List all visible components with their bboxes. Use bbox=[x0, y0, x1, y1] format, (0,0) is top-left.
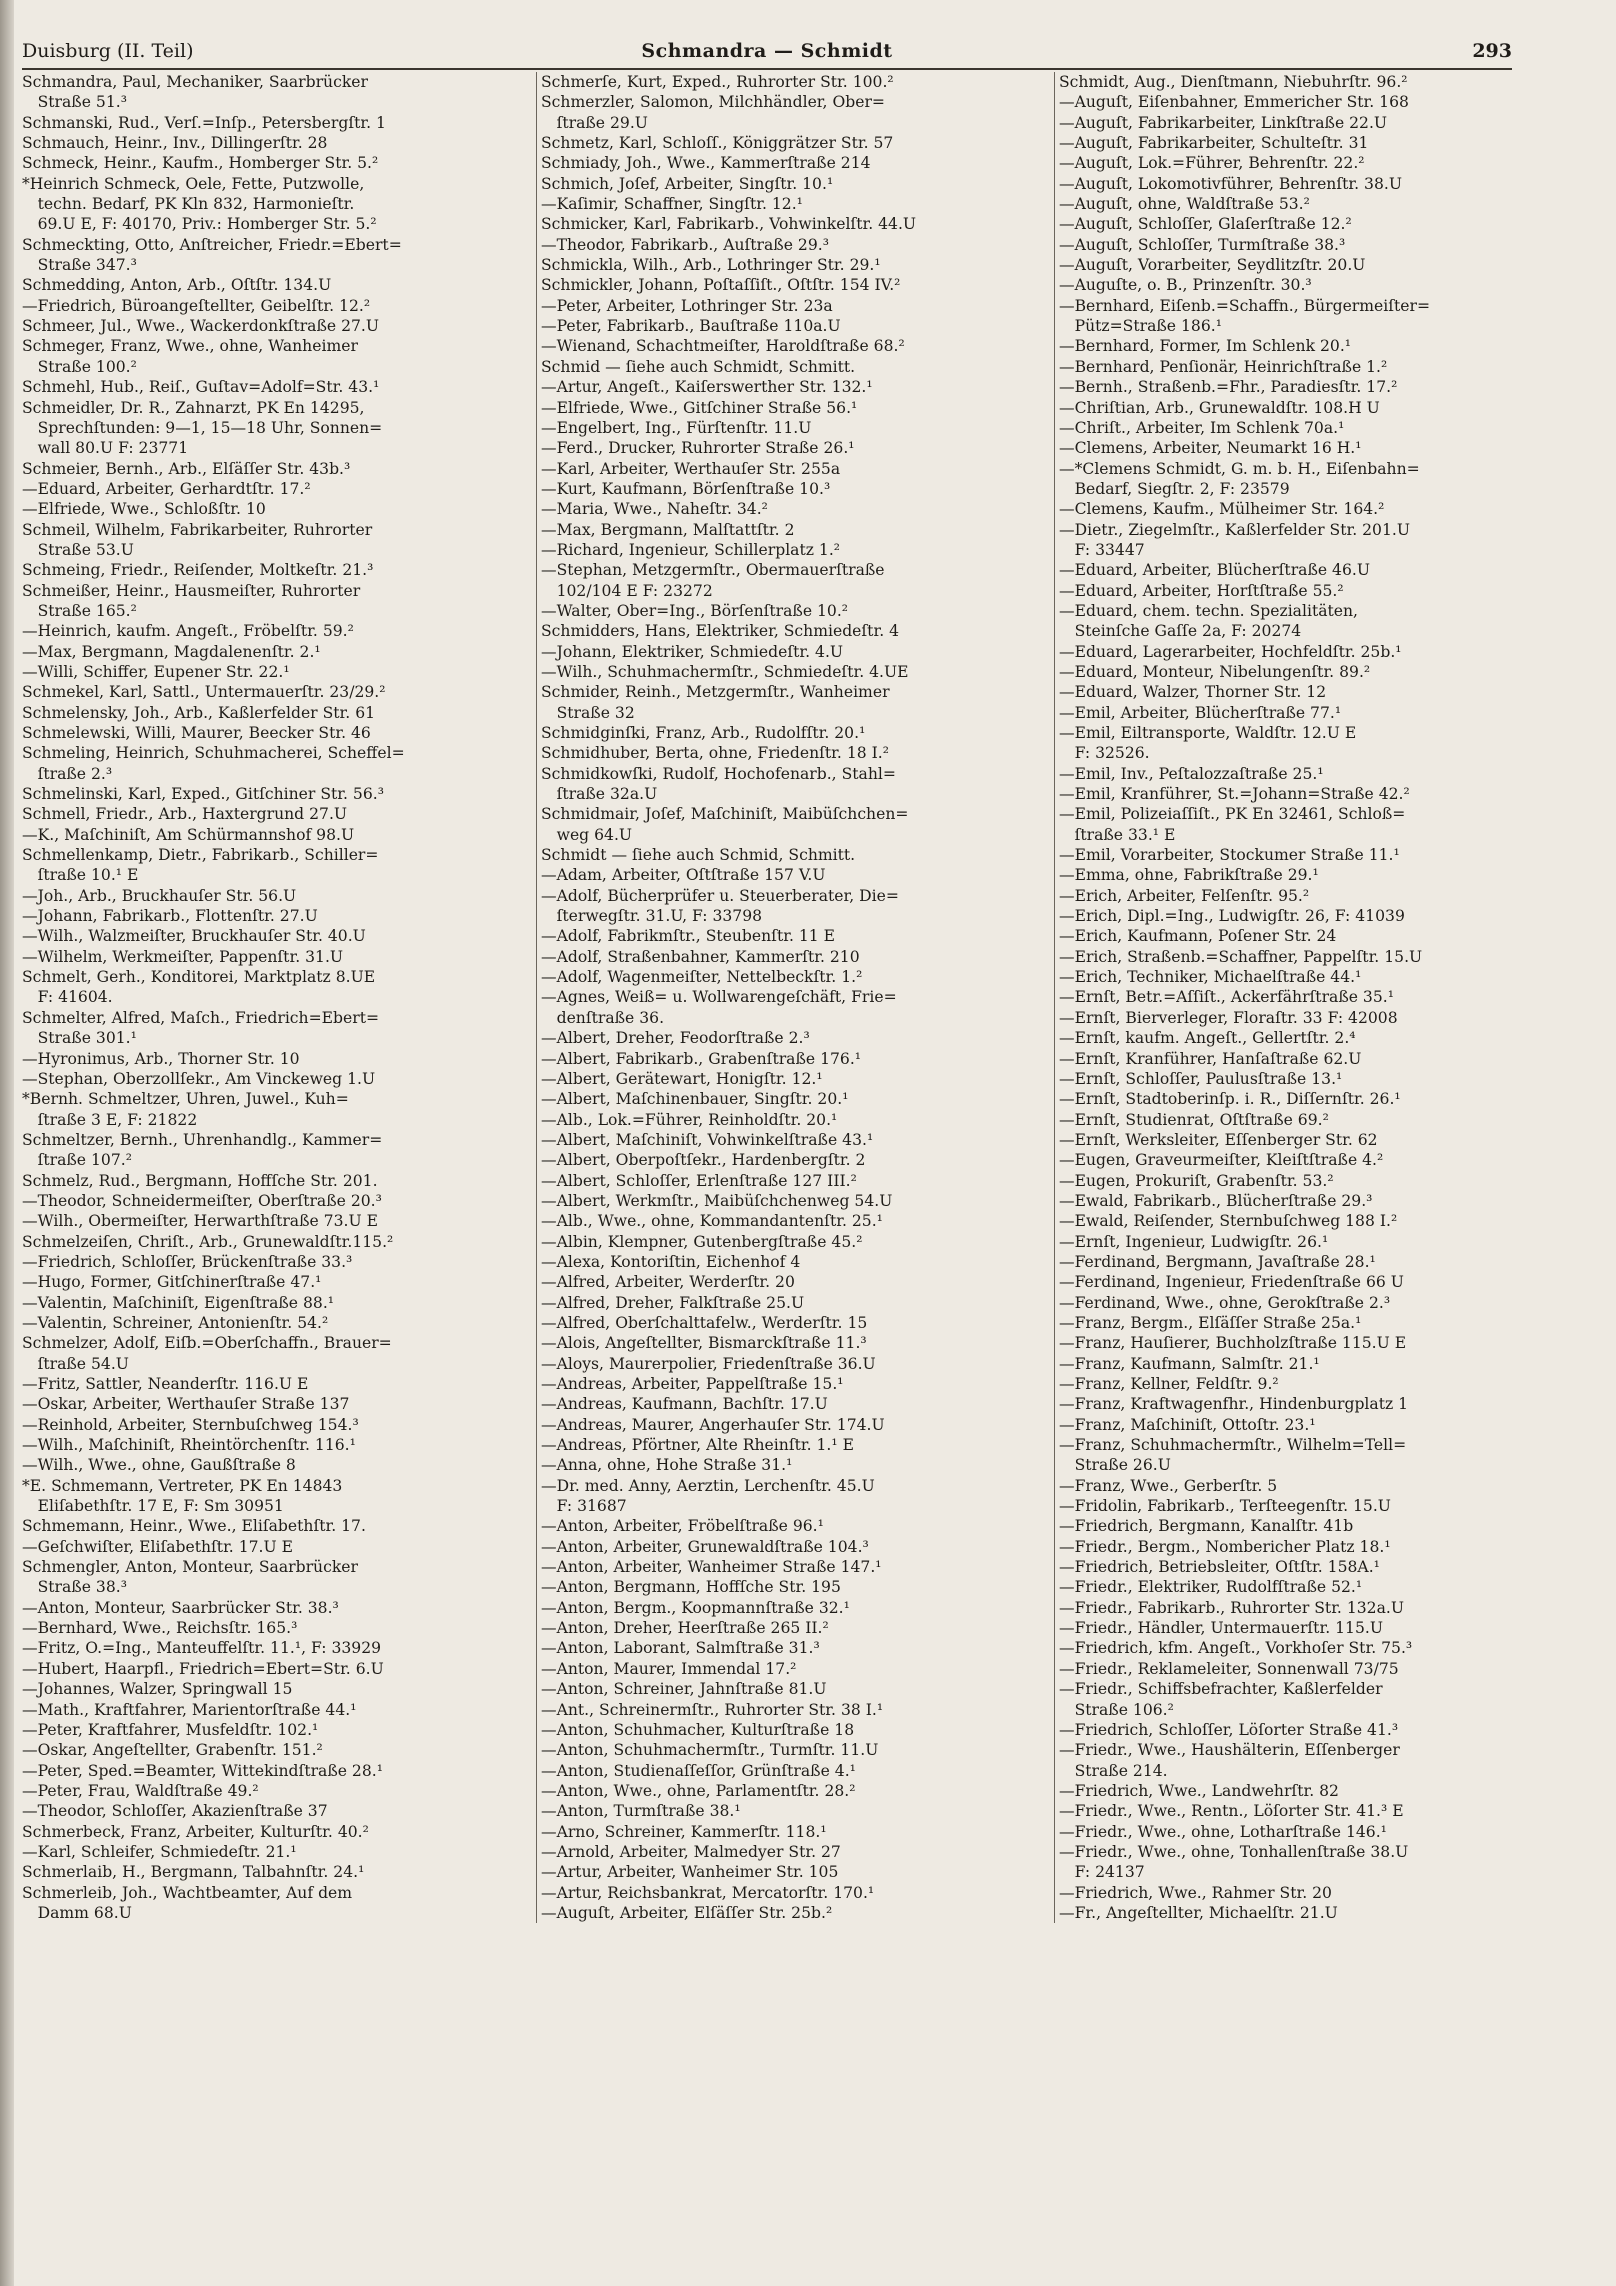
entry-line: Schmidginſki, Franz, Arb., Rudolfſtr. 20.¹ bbox=[541, 724, 866, 742]
entry-line: —Theodor, Fabrikarb., Auſtraße 29.³ bbox=[541, 235, 829, 254]
entry-line: —Friedrich, Schloſſer, Brückenſtraße 33.³ bbox=[22, 1252, 353, 1271]
entry-line: 102/104 E F: 23272 bbox=[541, 581, 713, 600]
entry-line: —Albert, Maſchiniſt, Vohwinkelſtraße 43.¹ bbox=[541, 1130, 874, 1149]
entry-line: Schmeltzer, Bernh., Uhrenhandlg., Kammer= bbox=[22, 1130, 383, 1149]
entry-line: Straße 301.¹ bbox=[22, 1029, 137, 1048]
entry-line: —Anna, ohne, Hohe Straße 31.¹ bbox=[541, 1456, 793, 1475]
entry-line: Schmelinski, Karl, Exped., Gitſchiner Str. 56.³ bbox=[22, 785, 384, 804]
column-1 bbox=[22, 72, 538, 1923]
entry-line: —Friedr., Wwe., ohne, Tonhallenſtraße 38.U bbox=[1059, 1842, 1409, 1861]
entry-line: —Albert, Fabrikarb., Grabenſtraße 176.¹ bbox=[541, 1049, 862, 1068]
entry-line: —Friedrich, kfm. Angeſt., Vorkhoſer Str. 75.³ bbox=[1059, 1639, 1413, 1658]
entry-line: Damm 68.U bbox=[22, 1903, 132, 1922]
entry-line: —Hugo, Former, Gitſchinerſtraße 47.¹ bbox=[22, 1273, 322, 1292]
entry-line: —Adolf, Bücherprüfer u. Steuerberater, Die= bbox=[541, 886, 899, 905]
binding-edge bbox=[0, 0, 14, 2286]
entry-line: —Karl, Arbeiter, Werthauſer Str. 255a bbox=[541, 459, 841, 478]
entry-line: —Chriſtian, Arb., Grunewaldſtr. 108.H U bbox=[1059, 398, 1380, 417]
entry-line: —Willi, Schiffer, Eupener Str. 22.¹ bbox=[22, 662, 290, 681]
entry-line: —Fridolin, Fabrikarb., Terſteegenſtr. 15.U bbox=[1059, 1497, 1391, 1516]
entry-line: —Anton, Studienaſſeſſor, Grünſtraße 4.¹ bbox=[541, 1761, 856, 1780]
entry-line: —Anton, Schreiner, Jahnſtraße 81.U bbox=[541, 1680, 827, 1699]
entry-line: —Auguſt, ohne, Waldſtraße 53.² bbox=[1059, 195, 1310, 214]
entry-line: —Ferd., Drucker, Ruhrorter Straße 26.¹ bbox=[541, 439, 855, 458]
entry-line: —Fritz, O.=Ing., Manteuffelſtr. 11.¹, F: 33929 bbox=[22, 1639, 382, 1658]
entry-line: —Artur, Reichsbankrat, Mercatorſtr. 170.¹ bbox=[541, 1883, 875, 1902]
entry-line: Straße 51.³ bbox=[22, 93, 127, 112]
entry-line: —Kurt, Kaufmann, Börſenſtraße 10.³ bbox=[541, 479, 831, 498]
entry-line: —Emil, Polizeiaſſiſt., PK En 32461, Schloß= bbox=[1059, 805, 1406, 824]
entry-line: —Peter, Arbeiter, Lothringer Str. 23a bbox=[541, 296, 833, 315]
entry-line: ſtraße 3 E, F: 21822 bbox=[22, 1110, 198, 1129]
entry-line: weg 64.U bbox=[541, 825, 633, 844]
entry-line: Schmelzeiſen, Chriſt., Arb., Grunewaldſtr.115.² bbox=[22, 1232, 394, 1251]
entry-line: —Anton, Schuhmacher, Kulturſtraße 18 bbox=[541, 1720, 855, 1739]
entry-line: —Maria, Wwe., Naheſtr. 34.² bbox=[541, 500, 768, 519]
entry-line: Schmengler, Anton, Monteur, Saarbrücker bbox=[22, 1558, 358, 1577]
entry-line: Schmelz, Rud., Bergmann, Hoffſche Str. 201. bbox=[22, 1171, 378, 1190]
entry-line: —Ernſt, Betr.=Aſſiſt., Ackerfährſtraße 35.¹ bbox=[1059, 988, 1394, 1007]
entry-line: —Richard, Ingenieur, Schillerplatz 1.² bbox=[541, 540, 841, 559]
entry-line: —Friedr., Händler, Untermauerſtr. 115.U bbox=[1059, 1619, 1383, 1638]
entry-line: —Friedr., Wwe., Haushälterin, Eſſenberger bbox=[1059, 1741, 1400, 1760]
entry-line: —Fr., Angeſtellter, Michaelſtr. 21.U bbox=[1059, 1903, 1338, 1922]
entry-line: —Albert, Werkmſtr., Maibüſchchenweg 54.U bbox=[541, 1191, 893, 1210]
entry-line: techn. Bedarf, PK Kln 832, Harmonieſtr. bbox=[22, 195, 355, 214]
entry-line: —Alois, Angeſtellter, Bismarckſtraße 11.³ bbox=[541, 1334, 867, 1353]
entry-line: Schmicker, Karl, Fabrikarb., Vohwinkelſtr. 44.U bbox=[541, 215, 917, 234]
entry-line: —Adam, Arbeiter, Oſtſtraße 157 V.U bbox=[541, 866, 826, 885]
entry-line: —Franz, Hauſierer, Buchholzſtraße 115.U E bbox=[1059, 1334, 1407, 1353]
entry-line: Schmidkowſki, Rudolf, Hochofenarb., Stahl= bbox=[541, 764, 896, 783]
entry-line: —Franz, Bergm., Elſäſſer Straße 25a.¹ bbox=[1059, 1313, 1362, 1332]
entry-line: wall 80.U F: 23771 bbox=[22, 439, 189, 458]
entry-line: Schmehl, Hub., Reiſ., Guſtav=Adolf=Str. 43.¹ bbox=[22, 378, 380, 397]
entry-line: —Auguſt, Arbeiter, Elſäſſer Str. 25b.² bbox=[541, 1903, 833, 1922]
entry-line: ſtraße 10.¹ E bbox=[22, 866, 139, 885]
entry-line: —Chriſt., Arbeiter, Im Schlenk 70a.¹ bbox=[1059, 418, 1345, 437]
entry-line: —*Clemens Schmidt, G. m. b. H., Eiſenbahn= bbox=[1059, 459, 1420, 478]
entry-line: Schmelt, Gerh., Konditorei, Marktplatz 8.UE bbox=[22, 968, 376, 987]
entry-line: ſtraße 54.U bbox=[22, 1354, 129, 1373]
entry-line: *E. Schmemann, Vertreter, PK En 14843 bbox=[22, 1476, 343, 1495]
entry-line: —Bernh., Straßenb.=Fhr., Paradiesſtr. 17.² bbox=[1059, 378, 1398, 397]
entry-line: ſtraße 2.³ bbox=[22, 764, 113, 783]
entry-line: Schmidders, Hans, Elektriker, Schmiedeſtr. 4 bbox=[541, 622, 900, 641]
entry-line: —Auguſt, Lok.=Führer, Behrenſtr. 22.² bbox=[1059, 154, 1365, 173]
entry-line: —Arnold, Arbeiter, Malmedyer Str. 27 bbox=[541, 1842, 841, 1861]
entry-line: —Anton, Monteur, Saarbrücker Str. 38.³ bbox=[22, 1598, 339, 1617]
entry-line: Straße 347.³ bbox=[22, 256, 137, 275]
entry-line: —Albert, Gerätewart, Honigſtr. 12.¹ bbox=[541, 1069, 823, 1088]
entry-line: —Elfriede, Wwe., Gitſchiner Straße 56.¹ bbox=[541, 398, 858, 417]
entry-line: Schmeck, Heinr., Kaufm., Homberger Str. 5.² bbox=[22, 154, 379, 173]
entry-line: Schmelzer, Adolf, Eiſb.=Oberſchaffn., Brauer= bbox=[22, 1334, 392, 1353]
entry-line: —Friedrich, Wwe., Rahmer Str. 20 bbox=[1059, 1883, 1332, 1902]
entry-line: Schmeil, Wilhelm, Fabrikarbeiter, Ruhrorter bbox=[22, 520, 373, 539]
entry-line: —Anton, Maurer, Immendal 17.² bbox=[541, 1659, 797, 1678]
entry-line: —Hyronimus, Arb., Thorner Str. 10 bbox=[22, 1049, 300, 1068]
entry-line: Schmidt, Aug., Dienſtmann, Niebuhrſtr. 96.² bbox=[1059, 73, 1408, 91]
entry-line: —Aloys, Maurerpolier, Friedenſtraße 36.U bbox=[541, 1354, 876, 1373]
entry-line: Straße 38.³ bbox=[22, 1578, 127, 1597]
entry-line: —Oskar, Angeſtellter, Grabenſtr. 151.² bbox=[22, 1741, 323, 1760]
entry-line: —Wilh., Walzmeiſter, Bruckhauſer Str. 40.U bbox=[22, 927, 366, 946]
entry-line: Schmider, Reinh., Metzgermſtr., Wanheimer bbox=[541, 683, 890, 702]
entry-line: *Heinrich Schmeck, Oele, Fette, Putzwolle, bbox=[22, 174, 365, 193]
entry-line: —Adolf, Straßenbahner, Kammerſtr. 210 bbox=[541, 947, 860, 966]
entry-line: —Auguſt, Schloſſer, Turmſtraße 38.³ bbox=[1059, 235, 1346, 254]
entry-line: —Bernhard, Former, Im Schlenk 20.¹ bbox=[1059, 337, 1352, 356]
entry-line: —Emil, Eiltransporte, Waldſtr. 12.U E bbox=[1059, 724, 1357, 742]
entry-line: —Peter, Kraftfahrer, Musfeldſtr. 102.¹ bbox=[22, 1720, 319, 1739]
entry-line: Schmemann, Heinr., Wwe., Eliſabethſtr. 17. bbox=[22, 1517, 366, 1536]
entry-line: —Alfred, Arbeiter, Werderſtr. 20 bbox=[541, 1273, 795, 1292]
entry-line: —Erich, Straßenb.=Schaffner, Pappelſtr. 15.U bbox=[1059, 947, 1423, 966]
entry-line: —Anton, Arbeiter, Grunewaldſtraße 104.³ bbox=[541, 1537, 869, 1556]
entry-line: —Max, Bergmann, Malſtattſtr. 2 bbox=[541, 520, 795, 539]
entry-line: —Geſchwiſter, Eliſabethſtr. 17.U E bbox=[22, 1537, 294, 1556]
entry-line: —Eduard, Arbeiter, Blücherſtraße 46.U bbox=[1059, 561, 1370, 580]
entry-line: Schmandra, Paul, Mechaniker, Saarbrücker bbox=[22, 73, 368, 91]
entry-line: Schmid — ſiehe auch Schmidt, Schmitt. bbox=[541, 357, 856, 376]
entry-line: Schmeling, Heinrich, Schuhmacherei, Scheffel= bbox=[22, 744, 405, 763]
column-2 bbox=[536, 72, 1049, 1923]
entry-line: —Anton, Turmſtraße 38.¹ bbox=[541, 1802, 741, 1821]
entry-line: Straße 214. bbox=[1059, 1761, 1168, 1780]
entry-line: Schmickla, Wilh., Arb., Lothringer Str. 29.¹ bbox=[541, 256, 881, 275]
entry-line: —Anton, Schuhmachermſtr., Turmſtr. 11.U bbox=[541, 1741, 879, 1760]
entry-line: —Valentin, Schreiner, Antonienſtr. 54.² bbox=[22, 1313, 329, 1332]
entry-line: —Peter, Sped.=Beamter, Wittekindſtraße 28.¹ bbox=[22, 1761, 383, 1780]
entry-line: —Artur, Angeſt., Kaiſerswerther Str. 132.¹ bbox=[541, 378, 873, 397]
entry-line: —Agnes, Weiß= u. Wollwarengeſchäft, Frie= bbox=[541, 988, 897, 1007]
entry-line: —Friedr., Bergm., Nombericher Platz 18.¹ bbox=[1059, 1537, 1391, 1556]
entry-line: —Peter, Fabrikarb., Bauſtraße 110a.U bbox=[541, 317, 841, 336]
entry-line: Schmeidler, Dr. R., Zahnarzt, PK En 14295, bbox=[22, 398, 365, 417]
entry-line: —Auguſte, o. B., Prinzenſtr. 30.³ bbox=[1059, 276, 1312, 295]
entry-line: Pütz=Straße 186.¹ bbox=[1059, 317, 1222, 336]
entry-line: —Clemens, Kaufm., Mülheimer Str. 164.² bbox=[1059, 500, 1385, 519]
entry-line: ſtraße 107.² bbox=[22, 1151, 132, 1170]
entry-line: Schmiady, Joh., Wwe., Kammerſtraße 214 bbox=[541, 154, 871, 173]
entry-line: —Friedrich, Büroangeſtellter, Geibelſtr. 12.² bbox=[22, 296, 371, 315]
entry-line: —Friedrich, Wwe., Landwehrſtr. 82 bbox=[1059, 1781, 1339, 1800]
entry-line: Schmeckting, Otto, Anſtreicher, Friedr.=Ebert= bbox=[22, 235, 402, 254]
entry-line: Bedarf, Siegſtr. 2, F: 23579 bbox=[1059, 479, 1290, 498]
entry-line: —Friedrich, Schloſſer, Löſorter Straße 41.³ bbox=[1059, 1720, 1399, 1739]
entry-line: ſtraße 33.¹ E bbox=[1059, 825, 1176, 844]
entry-line: —Auguſt, Eiſenbahner, Emmericher Str. 168 bbox=[1059, 93, 1409, 112]
entry-line: —Emil, Kranführer, St.=Johann=Straße 42.² bbox=[1059, 785, 1410, 804]
entry-line: —Eduard, Lagerarbeiter, Hochfeldſtr. 25b.¹ bbox=[1059, 642, 1402, 661]
entry-line: —Alfred, Dreher, Falkſtraße 25.U bbox=[541, 1293, 805, 1312]
entry-line: —Albert, Oberpoſtſekr., Hardenbergſtr. 2 bbox=[541, 1151, 866, 1170]
entry-line: —Wilhelm, Werkmeiſter, Pappenſtr. 31.U bbox=[22, 947, 344, 966]
entry-line: —Reinhold, Arbeiter, Sternbuſchweg 154.³ bbox=[22, 1415, 359, 1434]
entry-line: —Adolf, Fabrikmſtr., Steubenſtr. 11 E bbox=[541, 927, 836, 946]
entry-line: Eliſabethſtr. 17 E, F: Sm 30951 bbox=[22, 1497, 284, 1516]
entry-line: F: 32526. bbox=[1059, 744, 1150, 763]
entry-line: —Erich, Dipl.=Ing., Ludwigſtr. 26, F: 41039 bbox=[1059, 907, 1405, 926]
entry-line: —Karl, Schleifer, Schmiedeſtr. 21.¹ bbox=[22, 1842, 297, 1861]
entry-line: —Friedr., Wwe., Rentn., Löſorter Str. 41.³ E bbox=[1059, 1802, 1404, 1821]
entry-line: —Erich, Kaufmann, Poſener Str. 24 bbox=[1059, 927, 1337, 946]
entry-line: —Alfred, Oberſchalttafelw., Werderſtr. 15 bbox=[541, 1313, 868, 1332]
entry-line: —Ferdinand, Bergmann, Javaſtraße 28.¹ bbox=[1059, 1252, 1376, 1271]
page-number: 293 bbox=[1472, 40, 1512, 62]
entry-line: —Auguſt, Lokomotivführer, Behrenſtr. 38.U bbox=[1059, 174, 1402, 193]
entry-line: —Franz, Kellner, Feldſtr. 9.² bbox=[1059, 1375, 1279, 1393]
entry-line: Schmedding, Anton, Arb., Oſtſtr. 134.U bbox=[22, 276, 332, 295]
entry-line: —Franz, Kraftwagenfhr., Hindenburgplatz 1 bbox=[1059, 1395, 1409, 1414]
entry-line: —Anton, Arbeiter, Fröbelſtraße 96.¹ bbox=[541, 1517, 824, 1536]
entry-line: —Alb., Lok.=Führer, Reinholdſtr. 20.¹ bbox=[541, 1110, 838, 1129]
entry-line: F: 41604. bbox=[22, 988, 113, 1007]
entry-line: —Eugen, Graveurmeiſter, Kleiſtſtraße 4.² bbox=[1059, 1151, 1384, 1170]
entry-line: Steinſche Gaſſe 2a, F: 20274 bbox=[1059, 622, 1302, 641]
entry-line: —Hubert, Haarpfl., Friedrich=Ebert=Str. 6.U bbox=[22, 1659, 384, 1678]
entry-line: —Bernhard, Eiſenb.=Schaffn., Bürgermeiſter= bbox=[1059, 296, 1431, 315]
entry-line: F: 33447 bbox=[1059, 540, 1145, 559]
entry-line: —Dr. med. Anny, Aerztin, Lerchenſtr. 45.U bbox=[541, 1476, 875, 1495]
entry-line: —Wilh., Obermeiſter, Herwarthſtraße 73.U E bbox=[22, 1212, 378, 1231]
header-range: Schmandra — Schmidt bbox=[641, 40, 893, 62]
entry-line: —Andreas, Kaufmann, Bachſtr. 17.U bbox=[541, 1395, 828, 1414]
entry-line: —Peter, Frau, Waldſtraße 49.² bbox=[22, 1781, 259, 1800]
entry-line: —Emil, Inv., Peſtalozzaſtraße 25.¹ bbox=[1059, 764, 1324, 783]
entry-line: —Ernſt, kaufm. Angeſt., Gellertſtr. 2.⁴ bbox=[1059, 1029, 1356, 1048]
entry-line: —Franz, Wwe., Gerberſtr. 5 bbox=[1059, 1476, 1278, 1495]
entry-line: —K., Maſchiniſt, Am Schürmannshof 98.U bbox=[22, 825, 355, 844]
entry-line: Schmerlaib, H., Bergmann, Talbahnſtr. 24.¹ bbox=[22, 1863, 365, 1882]
entry-line: Schmeger, Franz, Wwe., ohne, Wanheimer bbox=[22, 337, 358, 356]
entry-line: —Engelbert, Ing., Fürſtenſtr. 11.U bbox=[541, 418, 812, 437]
entry-line: —Eduard, Walzer, Thorner Str. 12 bbox=[1059, 683, 1327, 702]
entry-line: —Clemens, Arbeiter, Neumarkt 16 H.¹ bbox=[1059, 439, 1362, 458]
entry-line: —Wienand, Schachtmeiſter, Haroldſtraße 68.² bbox=[541, 337, 905, 356]
entry-line: —Kaſimir, Schaffner, Singſtr. 12.¹ bbox=[541, 195, 803, 214]
entry-line: —Heinrich, kaufm. Angeſt., Fröbelſtr. 59.² bbox=[22, 622, 354, 641]
entry-line: —Ernſt, Schloſſer, Paulusſtraße 13.¹ bbox=[1059, 1069, 1343, 1088]
entry-line: —Erich, Techniker, Michaelſtraße 44.¹ bbox=[1059, 968, 1362, 987]
entry-line: —Auguſt, Vorarbeiter, Seydlitzſtr. 20.U bbox=[1059, 256, 1366, 275]
entry-line: —Elfriede, Wwe., Schloßſtr. 10 bbox=[22, 500, 266, 519]
entry-line: —Auguſt, Schloſſer, Glaſerſtraße 12.² bbox=[1059, 215, 1352, 234]
entry-line: —Albert, Maſchinenbauer, Singſtr. 20.¹ bbox=[541, 1090, 849, 1109]
entry-line: —Friedr., Schiffsbefrachter, Kaßlerfelder bbox=[1059, 1680, 1383, 1699]
entry-line: —Walter, Ober=Ing., Börſenſtraße 10.² bbox=[541, 601, 849, 620]
entry-line: —Joh., Arb., Bruckhauſer Str. 56.U bbox=[22, 886, 297, 905]
entry-line: —Theodor, Schloſſer, Akazienſtraße 37 bbox=[22, 1802, 328, 1821]
entry-line: Schmetz, Karl, Schloſſ., Königgrätzer Str. 57 bbox=[541, 134, 894, 153]
entry-line: Schmidt — ſiehe auch Schmid, Schmitt. bbox=[541, 846, 856, 865]
entry-line: Straße 32 bbox=[541, 703, 635, 722]
entry-line: —Johann, Elektriker, Schmiedeſtr. 4.U bbox=[541, 642, 844, 661]
entry-line: —Friedr., Wwe., ohne, Lotharſtraße 146.¹ bbox=[1059, 1822, 1387, 1841]
entry-line: —Arno, Schreiner, Kammerſtr. 118.¹ bbox=[541, 1822, 827, 1841]
entry-line: —Max, Bergmann, Magdalenenſtr. 2.¹ bbox=[22, 642, 321, 661]
entry-line: —Friedr., Fabrikarb., Ruhrorter Str. 132a.U bbox=[1059, 1598, 1405, 1617]
entry-line: —Ferdinand, Wwe., ohne, Gerokſtraße 2.³ bbox=[1059, 1293, 1391, 1312]
entry-line: Schmauch, Heinr., Inv., Dillingerſtr. 28 bbox=[22, 134, 328, 153]
entry-line: —Franz, Schuhmachermſtr., Wilhelm=Tell= bbox=[1059, 1436, 1407, 1455]
entry-line: —Franz, Maſchiniſt, Ottoſtr. 23.¹ bbox=[1059, 1415, 1316, 1434]
entry-line: Schmidhuber, Berta, ohne, Friedenſtr. 18 I.² bbox=[541, 744, 890, 763]
entry-line: —Ewald, Fabrikarb., Blücherſtraße 29.³ bbox=[1059, 1191, 1373, 1210]
header-rule bbox=[22, 68, 1512, 70]
entry-line: —Wilh., Schuhmachermſtr., Schmiedeſtr. 4.UE bbox=[541, 662, 909, 681]
entry-line: Schmeier, Bernh., Arb., Elſäſſer Str. 43b.³ bbox=[22, 459, 351, 478]
entry-line: —Ernſt, Kranführer, Hanſaſtraße 62.U bbox=[1059, 1049, 1362, 1068]
entry-line: Schmich, Joſef, Arbeiter, Singſtr. 10.¹ bbox=[541, 174, 834, 193]
entry-line: —Eugen, Prokuriſt, Grabenſtr. 53.² bbox=[1059, 1171, 1334, 1190]
entry-line: Schmickler, Johann, Poſtaſſiſt., Oſtſtr. 154 IV.² bbox=[541, 276, 901, 295]
entry-line: —Stephan, Oberzollſekr., Am Vinckeweg 1.U bbox=[22, 1069, 376, 1088]
entry-line: —Theodor, Schneidermeiſter, Oberſtraße 20.³ bbox=[22, 1191, 382, 1210]
entry-line: Straße 26.U bbox=[1059, 1456, 1171, 1475]
entry-line: —Emma, ohne, Fabrikſtraße 29.¹ bbox=[1059, 866, 1319, 885]
entry-line: —Valentin, Maſchiniſt, Eigenſtraße 88.¹ bbox=[22, 1293, 335, 1312]
entry-line: F: 31687 bbox=[541, 1497, 627, 1516]
entry-line: —Erich, Arbeiter, Felſenſtr. 95.² bbox=[1059, 886, 1310, 905]
entry-line: —Dietr., Ziegelmſtr., Kaßlerfelder Str. 201.U bbox=[1059, 520, 1410, 539]
entry-line: —Ernſt, Stadtoberinſp. i. R., Diſſernſtr. 26.¹ bbox=[1059, 1090, 1401, 1109]
entry-line: —Friedr., Elektriker, Rudolfſtraße 52.¹ bbox=[1059, 1578, 1363, 1597]
entry-line: —Auguſt, Fabrikarbeiter, Schulteſtr. 31 bbox=[1059, 134, 1369, 153]
entry-line: Schmerzler, Salomon, Milchhändler, Ober= bbox=[541, 93, 885, 112]
entry-line: Schmelensky, Joh., Arb., Kaßlerfelder Str. 61 bbox=[22, 703, 376, 722]
entry-line: —Ernſt, Bierverleger, Floraſtr. 33 F: 42008 bbox=[1059, 1008, 1398, 1027]
entry-line: F: 24137 bbox=[1059, 1863, 1145, 1882]
entry-line: —Friedrich, Betriebsleiter, Oſtſtr. 158A.¹ bbox=[1059, 1558, 1380, 1577]
entry-line: —Wilh., Wwe., ohne, Gaußſtraße 8 bbox=[22, 1456, 296, 1475]
entry-line: Schmeer, Jul., Wwe., Wackerdonkſtraße 27.U bbox=[22, 317, 380, 336]
entry-line: —Auguſt, Fabrikarbeiter, Linkſtraße 22.U bbox=[1059, 113, 1388, 132]
entry-line: —Anton, Wwe., ohne, Parlamentſtr. 28.² bbox=[541, 1781, 856, 1800]
entry-line: —Ernſt, Ingenieur, Ludwigſtr. 26.¹ bbox=[1059, 1232, 1329, 1251]
column-3 bbox=[1054, 72, 1559, 1923]
entry-line: —Wilh., Maſchiniſt, Rheintörchenſtr. 116.¹ bbox=[22, 1436, 356, 1455]
entry-line: —Johann, Fabrikarb., Flottenſtr. 27.U bbox=[22, 907, 318, 926]
entry-line: —Eduard, Monteur, Nibelungenſtr. 89.² bbox=[1059, 662, 1371, 681]
entry-line: ſterwegſtr. 31.U, F: 33798 bbox=[541, 907, 763, 926]
entry-line: —Adolf, Wagenmeiſter, Nettelbeckſtr. 1.² bbox=[541, 968, 863, 987]
entry-line: Schmell, Friedr., Arb., Haxtergrund 27.U bbox=[22, 805, 348, 824]
entry-line: —Bernhard, Wwe., Reichsſtr. 165.³ bbox=[22, 1619, 298, 1638]
entry-line: *Bernh. Schmeltzer, Uhren, Juwel., Kuh= bbox=[22, 1090, 349, 1109]
entry-line: —Friedr., Reklameleiter, Sonnenwall 73/75 bbox=[1059, 1659, 1399, 1678]
entry-line: —Oskar, Arbeiter, Werthauſer Straße 137 bbox=[22, 1395, 350, 1414]
entry-line: —Fritz, Sattler, Neanderſtr. 116.U E bbox=[22, 1375, 309, 1393]
entry-line: —Emil, Arbeiter, Blücherſtraße 77.¹ bbox=[1059, 703, 1342, 722]
entry-line: —Eduard, Arbeiter, Horſtſtraße 55.² bbox=[1059, 581, 1344, 600]
entry-line: —Andreas, Pförtner, Alte Rheinſtr. 1.¹ E bbox=[541, 1436, 854, 1455]
entry-line: —Anton, Bergm., Koopmannſtraße 32.¹ bbox=[541, 1598, 850, 1617]
entry-line: Schmeißer, Heinr., Hausmeiſter, Ruhrorter bbox=[22, 581, 361, 600]
entry-line: —Stephan, Metzgermſtr., Obermauerſtraße bbox=[541, 561, 885, 580]
entry-line: —Ewald, Reiſender, Sternbuſchweg 188 I.² bbox=[1059, 1212, 1398, 1231]
entry-line: Straße 106.² bbox=[1059, 1700, 1174, 1719]
entry-line: —Ant., Schreinermſtr., Ruhrorter Str. 38 I.¹ bbox=[541, 1700, 884, 1719]
entry-line: —Friedrich, Bergmann, Kanalſtr. 41b bbox=[1059, 1517, 1354, 1536]
entry-line: —Andreas, Arbeiter, Pappelſtraße 15.¹ bbox=[541, 1375, 844, 1393]
entry-line: —Anton, Arbeiter, Wanheimer Straße 147.¹ bbox=[541, 1558, 882, 1577]
entry-line: —Ernſt, Studienrat, Oſtſtraße 69.² bbox=[1059, 1110, 1329, 1129]
entry-line: —Albert, Dreher, Feodorſtraße 2.³ bbox=[541, 1029, 810, 1048]
entry-line: Schmelewski, Willi, Maurer, Beecker Str. 46 bbox=[22, 724, 371, 742]
entry-line: Sprechſtunden: 9—1, 15—18 Uhr, Sonnen= bbox=[22, 418, 383, 437]
entry-line: —Math., Kraftfahrer, Marientorſtraße 44.¹ bbox=[22, 1700, 357, 1719]
entry-line: 69.U E, F: 40170, Priv.: Homberger Str. 5.² bbox=[22, 215, 377, 234]
entry-line: Straße 165.² bbox=[22, 601, 137, 620]
entry-line: denſtraße 36. bbox=[541, 1008, 665, 1027]
entry-line: —Alb., Wwe., ohne, Kommandantenſtr. 25.¹ bbox=[541, 1212, 883, 1231]
entry-line: —Eduard, Arbeiter, Gerhardtſtr. 17.² bbox=[22, 479, 311, 498]
entry-line: Straße 100.² bbox=[22, 357, 137, 376]
entry-line: —Alexa, Kontoriſtin, Eichenhof 4 bbox=[541, 1252, 801, 1271]
entry-line: Schmekel, Karl, Sattl., Untermauerſtr. 23/29.² bbox=[22, 683, 386, 702]
entry-line: —Anton, Dreher, Heerſtraße 265 II.² bbox=[541, 1619, 829, 1638]
entry-line: —Franz, Kaufmann, Salmſtr. 21.¹ bbox=[1059, 1354, 1320, 1373]
entry-line: Schmeing, Friedr., Reiſender, Moltkeſtr. 21.³ bbox=[22, 561, 374, 580]
entry-line: —Emil, Vorarbeiter, Stockumer Straße 11.¹ bbox=[1059, 846, 1400, 865]
entry-line: —Artur, Arbeiter, Wanheimer Str. 105 bbox=[541, 1863, 839, 1882]
entry-line: —Andreas, Maurer, Angerhauſer Str. 174.U bbox=[541, 1415, 885, 1434]
entry-line: —Ernſt, Werksleiter, Eſſenberger Str. 62 bbox=[1059, 1130, 1378, 1149]
entry-line: —Eduard, chem. techn. Spezialitäten, bbox=[1059, 601, 1359, 620]
entry-line: Schmerleib, Joh., Wachtbeamter, Auf dem bbox=[22, 1883, 353, 1902]
entry-line: —Albin, Klempner, Gutenbergſtraße 45.² bbox=[541, 1232, 863, 1251]
entry-line: Schmerſe, Kurt, Exped., Ruhrorter Str. 100.² bbox=[541, 73, 894, 91]
entry-line: Schmelter, Alfred, Maſch., Friedrich=Ebert= bbox=[22, 1008, 380, 1027]
entry-line: —Ferdinand, Ingenieur, Friedenſtraße 66 U bbox=[1059, 1273, 1404, 1292]
entry-line: ſtraße 32a.U bbox=[541, 785, 658, 804]
entry-line: —Bernhard, Penſionär, Heinrichſtraße 1.² bbox=[1059, 357, 1388, 376]
entry-line: Straße 53.U bbox=[22, 540, 134, 559]
entry-line: ſtraße 29.U bbox=[541, 113, 648, 132]
entry-line: —Anton, Bergmann, Hoffſche Str. 195 bbox=[541, 1578, 841, 1597]
entry-line: —Johannes, Walzer, Springwall 15 bbox=[22, 1680, 293, 1699]
entry-line: Schmerbeck, Franz, Arbeiter, Kulturſtr. 40.² bbox=[22, 1822, 369, 1841]
entry-line: Schmanski, Rud., Verſ.=Inſp., Petersbergſtr. 1 bbox=[22, 113, 386, 132]
entry-line: Schmidmair, Joſef, Maſchiniſt, Maibüſchchen= bbox=[541, 805, 909, 824]
entry-line: —Anton, Laborant, Salmſtraße 31.³ bbox=[541, 1639, 820, 1658]
header-city: Duisburg (II. Teil) bbox=[22, 40, 194, 62]
entry-line: Schmellenkamp, Dietr., Fabrikarb., Schiller= bbox=[22, 846, 379, 865]
entry-line: —Albert, Schloſſer, Erlenſtraße 127 III.² bbox=[541, 1171, 857, 1190]
